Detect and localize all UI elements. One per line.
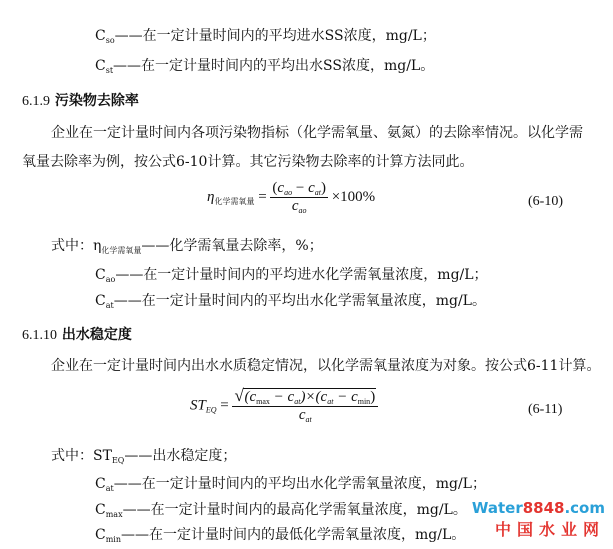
def-steq: 式中：$ST_{EQ}——$出水稳定度；	[51, 448, 237, 465]
def-cao: $C_{ao}——$在一定计量时间内的平均进水化学需氧量浓度，mg/L；	[95, 267, 488, 284]
def-cmin: $C_{min}——$在一定计量时间内的最低化学需氧量浓度，mg/L。	[95, 527, 466, 544]
paragraph-removal-rate-line2: 氧量去除率为例，按公式6-10计算。其它污染物去除率的计算方法同此。	[22, 154, 474, 170]
equation-number-6-11: (6-11)	[528, 402, 563, 417]
section-heading-6-1-9: 6.1.9 污染物去除率	[22, 93, 139, 109]
paragraph-stability: 企业在一定计量时间内出水水质稳定情况，以化学需氧量浓度为对象。按公式6-11计算。	[51, 358, 601, 374]
equation-number-6-10: (6-10)	[528, 194, 563, 209]
def-cst: $C_{st}——$在一定计量时间内的平均出水SS浓度，mg/L。	[95, 58, 435, 75]
def-cat: $C_{at}——$在一定计量时间内的平均出水化学需氧量浓度，mg/L。	[95, 293, 486, 310]
def-cso: $C_{so}——$在一定计量时间内的平均进水SS浓度，mg/L；	[95, 28, 436, 45]
def-cmax: $C_{max}——$在一定计量时间内的最高化学需氧量浓度，mg/L。	[95, 502, 467, 519]
paragraph-removal-rate-line1: 企业在一定计量时间内各项污染物指标（化学需氧量、氨氮）的去除率情况。以化学需	[51, 125, 583, 141]
equation-6-10: $\eta_{化学需氧量}$ = $\frac{(c_{ao} - c_{at})}{c_{ao}}$ ×100%	[207, 180, 376, 215]
def-eta: 式中：$\eta_{化学需氧量}——$化学需氧量去除率，%；	[51, 238, 323, 255]
watermark-logo: Water8848.com 中国水业网	[471, 499, 605, 539]
fraction-6-11: √ $(c_{max} - c_{at})\times(c_{at} - c_{min})$ $c_{at}$	[232, 388, 378, 424]
fraction-6-10: $\frac{(c_{ao} - c_{at})}{c_{ao}}$	[272, 180, 326, 215]
section-heading-6-1-10: 6.1.10 出水稳定度	[22, 327, 132, 343]
def-cat-2: $C_{at}——$在一定计量时间内的平均出水化学需氧量浓度，mg/L；	[95, 476, 486, 493]
equation-6-11: $ST_{EQ}$ = √ $(c_{max} - c_{at})\times(c_{at} - c_{min})$ $c_{at}$	[190, 388, 378, 424]
